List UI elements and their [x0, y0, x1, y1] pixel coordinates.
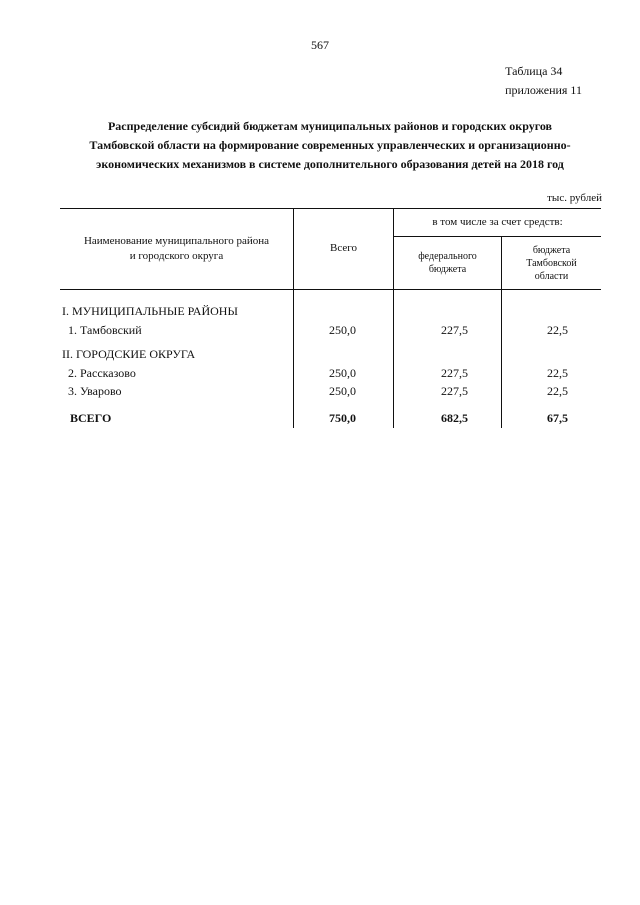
subsidy-table	[60, 208, 601, 428]
table-reference	[505, 62, 582, 100]
row-federal: 227,5	[441, 366, 468, 380]
grand-total-regional: 67,5	[547, 411, 568, 425]
section-heading-label: I. МУНИЦИПАЛЬНЫЕ РАЙОНЫ	[62, 304, 238, 318]
header-regional-line-1: бюджета	[532, 244, 571, 256]
table-row	[60, 321, 601, 339]
row-regional: 22,5	[547, 366, 568, 380]
header-including: в том числе за счет средств:	[432, 215, 563, 228]
header-total: Всего	[330, 242, 357, 254]
title-line-1: Распределение субсидий бюджетам муниципальных районов и городских округов	[107, 119, 553, 133]
header-name-line-1: Наименование муниципального района	[83, 234, 270, 247]
grand-total-federal: 682,5	[441, 411, 468, 425]
document-title	[60, 117, 600, 174]
header-name-line-2: и городского округа	[129, 249, 224, 262]
row-total: 250,0	[329, 366, 356, 380]
grand-total-total: 750,0	[329, 411, 356, 425]
table-number: Таблица 34	[505, 64, 563, 78]
row-regional: 22,5	[547, 384, 568, 398]
header-federal	[394, 237, 501, 289]
page-number: 567	[311, 38, 329, 52]
section-heading-label: II. ГОРОДСКИЕ ОКРУГА	[62, 347, 196, 361]
row-total: 250,0	[329, 323, 356, 337]
header-regional-line-2: Тамбовской	[526, 257, 577, 269]
title-line-3: экономических механизмов в системе дополнительного образования детей на 2018 год	[96, 157, 564, 171]
table-row	[60, 382, 601, 400]
header-regional-line-3: области	[534, 270, 569, 282]
row-name: 1. Тамбовский	[68, 323, 142, 337]
grand-total-label: ВСЕГО	[70, 411, 112, 425]
row-regional: 22,5	[547, 323, 568, 337]
appendix-number: приложения 11	[505, 83, 582, 97]
row-name: 2. Рассказово	[68, 366, 136, 380]
header-federal-line-1: федерального	[418, 251, 477, 262]
table-row	[60, 364, 601, 382]
section-heading	[60, 302, 601, 320]
title-line-2: Тамбовской области на формирование современных управленческих и организационно-	[89, 138, 571, 152]
row-total: 250,0	[329, 384, 356, 398]
row-name: 3. Уварово	[68, 384, 122, 398]
row-federal: 227,5	[441, 384, 468, 398]
header-regional	[502, 237, 601, 289]
grand-total-row	[60, 409, 601, 427]
units-label: тыс. рублей	[547, 192, 602, 204]
header-name	[60, 208, 293, 289]
section-heading	[60, 345, 601, 363]
header-bottom-rule	[60, 289, 601, 290]
header-federal-line-2: бюджета	[428, 264, 467, 275]
row-federal: 227,5	[441, 323, 468, 337]
